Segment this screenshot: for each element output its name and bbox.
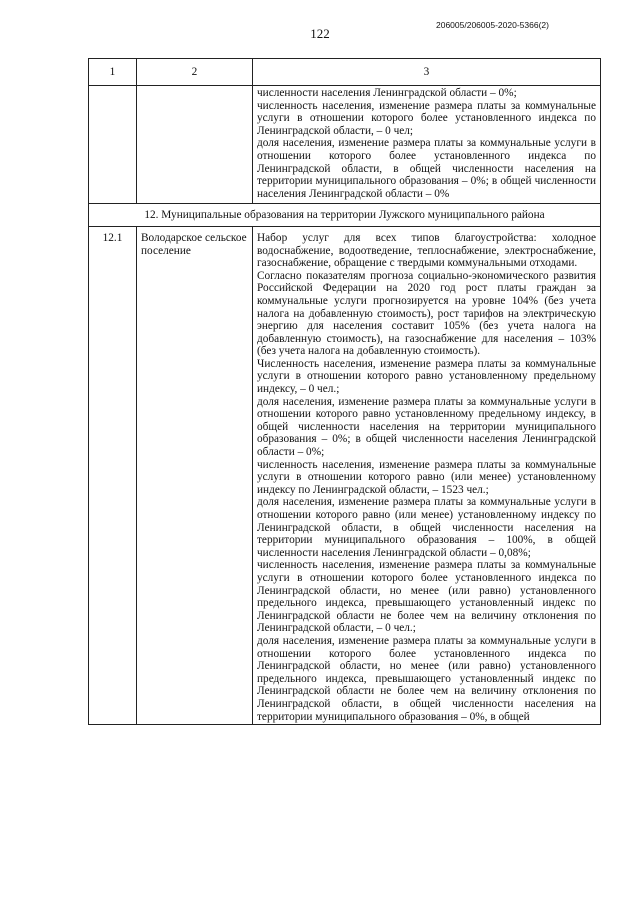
table-row xyxy=(89,226,601,724)
description-paragraph: Набор услуг для всех типов благоустройства: холодное водоснабжение, водоотведение, теплоснабжение, электроснабжение, газоснабжение, обращение с твердыми коммунальными отходами. xyxy=(257,231,596,270)
table-header-row xyxy=(89,59,601,86)
column-header-2: 2 xyxy=(137,59,253,86)
section-title: 12. Муниципальные образования на территории Лужского муниципального района xyxy=(89,204,601,227)
description-paragraph: доля населения, изменение размера платы за коммунальные услуги в отношении которого равно установленному предельному индексу, в общей численности населения на территории муниципального образования – 0%; в общей численности населения Ленинградской области – 0%; xyxy=(257,395,596,459)
column-header-1: 1 xyxy=(89,59,137,86)
continuation-row xyxy=(89,86,601,204)
continuation-paragraph: численности населения Ленинградской области – 0%; xyxy=(257,87,517,99)
row-number: 12.1 xyxy=(89,226,137,724)
description-paragraph: численность населения, изменение размера платы за коммунальные услуги в отношении которого более установленного индекса по Ленинградской области, но менее (или равно) установленного предельного индекса, превышающего установленный индекс по Ленинградской области не более чем на величину отклонения по Ленинградской области, – 0 чел.; xyxy=(257,559,596,635)
municipality-name: Володарское сельское поселение xyxy=(137,226,253,724)
column-header-3: 3 xyxy=(253,59,601,86)
description-paragraph: доля населения, изменение размера платы за коммунальные услуги в отношении которого более установленного индекса по Ленинградской области, но менее (или равно) установленного предельного индекса, превышающего установленный индекс по Ленинградской области не более чем на величину отклонения по Ленинградской области, в общей численности населения на территории муниципального образования – 0%, в общей xyxy=(257,634,596,723)
description-cell xyxy=(253,226,601,724)
document-code: 206005/206005-2020-5366(2) xyxy=(436,20,549,30)
municipal-table xyxy=(88,58,601,725)
description-paragraph: Согласно показателям прогноза социально-экономического развития Российской Федерации на 2020 год рост платы граждан за коммунальные услуги прогнозируется на уровне 104% (без учета налога на добавленную стоимость), рост тарифов на электрическую энергию для населения составит 105% (без учета налога на добавленную стоимость), на газоснабжение для населения – 103% (без учета налога на добавленную стоимость). xyxy=(257,269,596,358)
section-row xyxy=(89,204,601,227)
continuation-paragraph: доля населения, изменение размера платы за коммунальные услуги в отношении которого более установленного индекса по Ленинградской области, в общей численности населения на территории муниципального образования – 0%; в общей численности населения Ленинградской области – 0% xyxy=(257,137,596,200)
description-paragraph: численность населения, изменение размера платы за коммунальные услуги в отношении которого равно (или менее) установленному индексу по Ленинградской области, – 1523 чел.; xyxy=(257,458,596,496)
description-paragraph: доля населения, изменение размера платы за коммунальные услуги в отношении которого равно (или менее) установленному индексу по Ленинградской области, в общей численности населения на территории муниципального образования – 100%, в общей численности населения Ленинградской области – 0,08%; xyxy=(257,496,596,559)
description-paragraph: Численность населения, изменение размера платы за коммунальные услуги в отношении которого равно установленному предельному индексу, – 0 чел.; xyxy=(257,357,596,396)
continuation-cell xyxy=(253,86,601,204)
continuation-paragraph: численность населения, изменение размера платы за коммунальные услуги в отношении которого более установленного индекса по Ленинградской области, – 0 чел; xyxy=(257,99,596,137)
page-number: 122 xyxy=(310,26,330,41)
